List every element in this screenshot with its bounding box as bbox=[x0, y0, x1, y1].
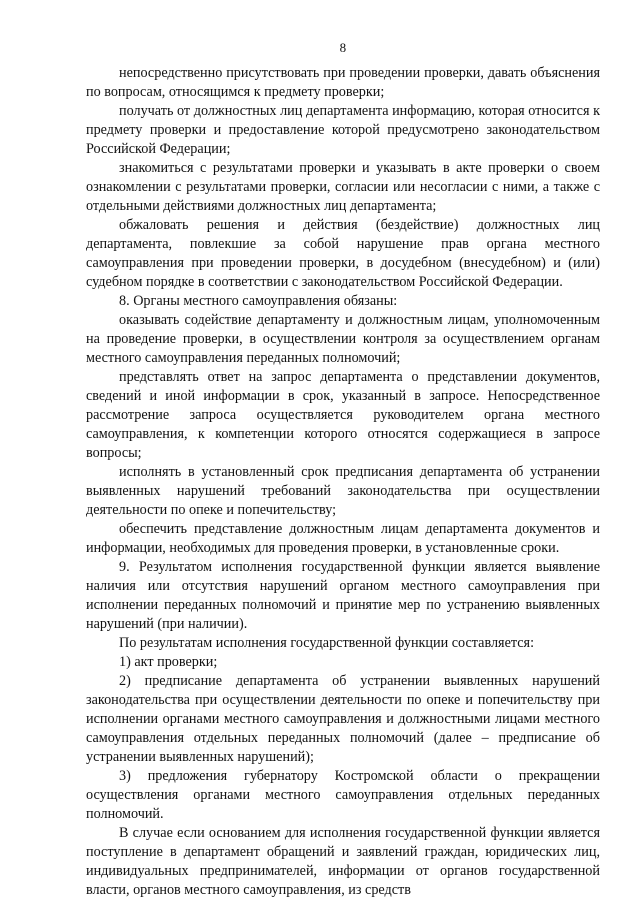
paragraph-duty-assist: оказывать содействие департаменту и должностным лицам, уполномоченным на проведение проверки, в осуществлении контроля за осуществлением органам местного самоуправления переданных полномочий; bbox=[86, 312, 600, 366]
document-page bbox=[86, 40, 600, 900]
paragraph-right-review-results: знакомиться с результатами проверки и указывать в акте проверки о своем ознакомлении с результатами проверки, согласии или несогласии с ними, а также с отдельными действиями должностных лиц департамента; bbox=[86, 160, 600, 214]
section-8-heading: 8. Органы местного самоуправления обязаны: bbox=[119, 293, 398, 309]
paragraph-right-attend: непосредственно присутствовать при проведении проверки, давать объяснения по вопросам, относящимся к предмету проверки; bbox=[86, 65, 600, 100]
list-item-3: 3) предложения губернатору Костромской области о прекращении осуществления органами местного самоуправления отдельных переданных полномочий. bbox=[86, 768, 600, 822]
paragraph-right-appeal: обжаловать решения и действия (бездействие) должностных лиц департамента, повлекшие за собой нарушение прав органа местного самоуправления при проведении проверки, в досудебном (внесудебном) и (или) судебном порядке в соответствии с законодательством Российской Федерации. bbox=[86, 217, 600, 290]
paragraph-duty-respond: представлять ответ на запрос департамента о представлении документов, сведений и иной информации в срок, указанный в запросе. Непосредственное рассмотрение запроса осуществляется руководителем органа местного самоуправления, к компетенции которого относятся содержащиеся в запросе вопросы; bbox=[86, 369, 600, 461]
paragraph-right-receive-info: получать от должностных лиц департамента информацию, которая относится к предмету проверки и предоставление которой предусмотрено законодательством Российской Федерации; bbox=[86, 103, 600, 157]
paragraph-grounds: В случае если основанием для исполнения государственной функции является поступление в департамент обращений и заявлений граждан, юридических лиц, индивидуальных предпринимателей, информации от органов государственной власти, органов местного самоуправления, из средств bbox=[86, 825, 600, 898]
page-number: 8 bbox=[339, 40, 347, 55]
paragraph-duty-execute: исполнять в установленный срок предписания департамента об устранении выявленных нарушений требований законодательства при осуществлении деятельности по опеке и попечительству; bbox=[86, 464, 600, 518]
list-item-1: 1) акт проверки; bbox=[119, 654, 218, 670]
paragraph-duty-provide: обеспечить представление должностным лицам департамента документов и информации, необходимых для проведения проверки, в установленные сроки. bbox=[86, 521, 600, 556]
list-item-2: 2) предписание департамента об устранении выявленных нарушений законодательства при осуществлении деятельности по опеке и попечительству при исполнении органами местного самоуправления и должностными лицами местного самоуправления отдельных переданных полномочий (далее – предписание об устранении выявленных нарушений); bbox=[86, 673, 600, 765]
section-9-paragraph: 9. Результатом исполнения государственной функции является выявление наличия или отсутствия нарушений органом местного самоуправления при исполнении переданных полномочий и принятие мер по устранению выявленных нарушений (при наличии). bbox=[86, 559, 600, 632]
paragraph-results-intro: По результатам исполнения государственной функции составляется: bbox=[119, 635, 535, 651]
